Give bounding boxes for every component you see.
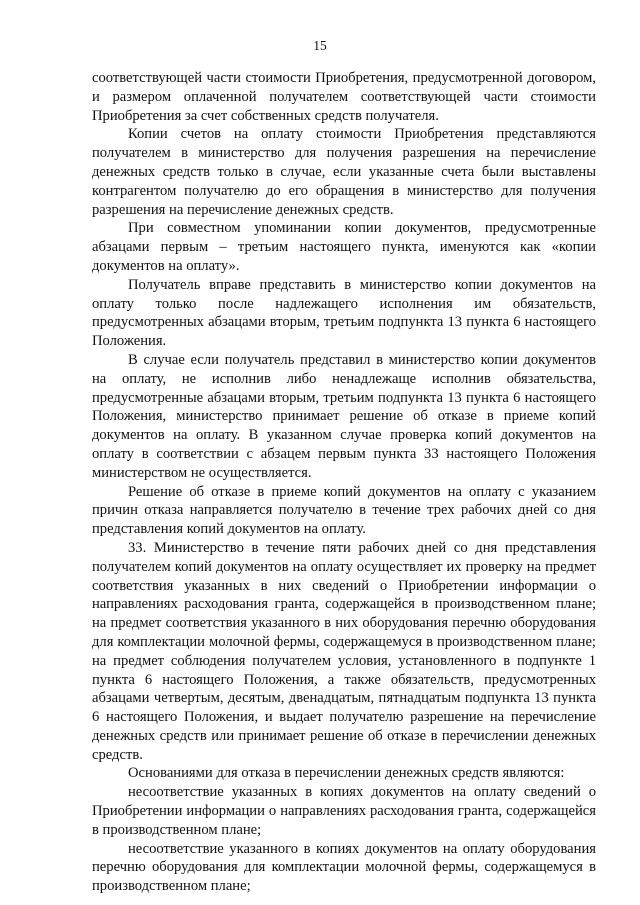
document-body xyxy=(92,69,596,896)
paragraph-ground-info-mismatch: несоответствие указанных в копиях документов на оплату сведений о Приобретении информации о направлениях расходования гранта, содержащейся в производственном плане; xyxy=(92,784,596,838)
paragraph-submission-right: Получатель вправе представить в министерство копии документов на оплату только после надлежащего исполнения им обязательств, предусмотренных абзацами вторым, третьим подпункта 13 пункта 6 настоящего Положения. xyxy=(92,276,596,350)
paragraph-ground-equipment-mismatch: несоответствие указанного в копиях документов на оплату оборудования перечню оборудования для комплектации молочной фермы, содержащемуся в производственном плане; xyxy=(92,840,596,895)
page-number: 15 xyxy=(313,38,327,53)
paragraph-refusal-case: В случае если получатель представил в министерство копии документов на оплату, не исполнив либо ненадлежаще исполнив обязательства, предусмотренные абзацами вторым, третьим подпункта 13 пункта 6 настоящего Положения, министерство принимает решение об отказе в приеме копий документов на оплату. В указанном случае проверка копий документов на оплату в соответствии с абзацем первым пункта 33 настоящего Положения министерством не осуществляется. xyxy=(92,351,596,481)
paragraph-invoice-copies: Копии счетов на оплату стоимости Приобретения представляются получателем в министерство для получения разрешения на перечисление денежных средств только в случае, если указанные счета были выставлены контрагентом получателю до его обращения в министерство для получения разрешения на перечисление денежных средств. xyxy=(92,126,596,218)
paragraph-refusal-grounds-intro: Основаниями для отказа в перечислении денежных средств являются: xyxy=(128,765,565,782)
paragraph-clause-33: 33. Министерство в течение пяти рабочих дней со дня представления получателем копий документов на оплату осуществляет их проверку на предмет соответствия указанных в них сведений о Приобретении информации о направлениях расходования гранта, содержащейся в производственном плане; на предмет соответствия указанного в них оборудования перечню оборудования для комплектации молочной фермы, содержащемуся в производственном плане; на предмет соблюдения получателем условия, установленного в подпункте 1 пункта 6 настоящего Положения, а также обязательств, предусмотренных абзацами четвертым, десятым, двенадцатым, пятнадцатым подпункта 13 пункта 6 настоящего Положения, и выдает получателю разрешение на перечисление денежных средств или принимает решение об отказе в перечислении денежных средств. xyxy=(92,539,596,763)
paragraph-payment-documents-definition: При совместном упоминании копии документов, предусмотренные абзацами первым – третьим настоящего пункта, именуются как «копии документов на оплату». xyxy=(92,220,596,274)
paragraph-refusal-notice: Решение об отказе в приеме копий документов на оплату с указанием причин отказа направляется получателю в течение трех рабочих дней со дня представления копий документов на оплату. xyxy=(92,483,596,538)
paragraph-continuation: соответствующей части стоимости Приобретения, предусмотренной договором, и размером оплаченной получателем соответствующей части стоимости Приобретения за счет собственных средств получателя. xyxy=(92,70,596,124)
